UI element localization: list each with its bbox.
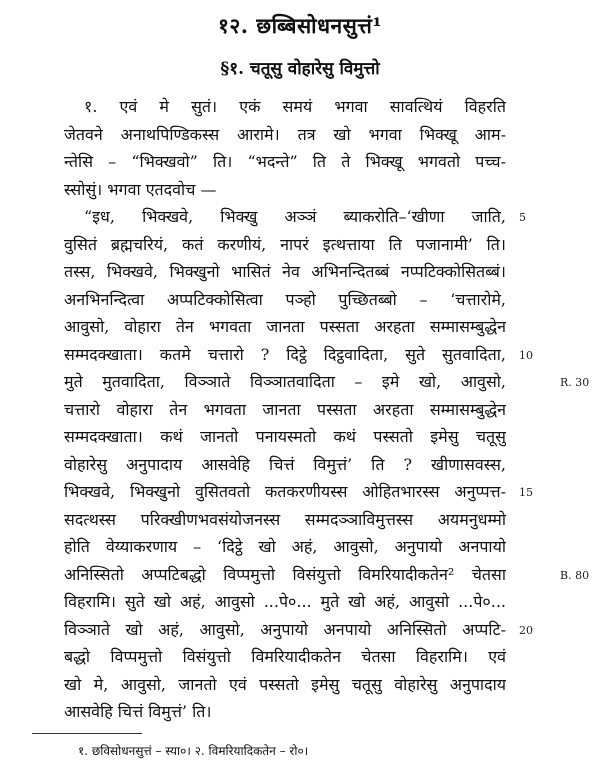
sutta-title: १२. छब्बिसोधनसुत्तं¹	[217, 13, 383, 38]
text-line: बद्धो विप्पमुत्तो विसंयुत्तो विमरियादीकतेन चेतसा विहरामि। एवं	[64, 647, 506, 666]
text-line: न्तेसि – “भिक्खवो” ति। “भदन्ते” ति ते भिक्खू भगवतो पच्च-	[64, 152, 506, 171]
section-heading: §१. चतूसु वोहारेसु विमुत्तो	[220, 59, 380, 79]
text-line: सम्मदक्खाता। कथं जानतो पनायस्मतो कथं पस्सतो इमेसु चतूसु	[64, 427, 506, 446]
text-line: स्सोसुं। भगवा एतदवोच —	[64, 179, 217, 199]
text-line: मुते मुतवादिता, विञ्ञाते विञ्ञातवादिता – इमे खो, आवुसो,	[64, 372, 506, 391]
text-line: भिक्खवे, भिक्खुनो वुसितवतो कतकरणीयस्स ओहितभारस्स अनुप्पत्त-	[64, 482, 506, 501]
footnotes: १. छविसोधनसुत्तं – स्या०। २. विमरियादिकतेन – रो०।	[78, 744, 309, 758]
text-line: वुसितं ब्रह्मचरियं, कतं करणीयं, नापरं इत्थत्ताया ति पजानामी’ ति।	[64, 234, 506, 254]
text-line: आसवेहि चित्तं विमुत्तं’ ति।	[64, 702, 212, 721]
line-number: 5	[519, 211, 526, 224]
line-number: 20	[519, 623, 533, 637]
line-number: 15	[519, 486, 533, 499]
text-line: तस्स, भिक्खवे, भिक्खुनो भासितं नेव अभिनन्दितब्बं नप्पटिक्कोसितब्बं।	[64, 262, 506, 281]
text-line: खो मे, आवुसो, जानतो एवं पस्सतो इमेसु चतूसु वोहारेसु अनुपादाय	[64, 674, 506, 694]
margin-reference: B. 80	[560, 568, 590, 582]
text-line: १. एवं मे सुतं। एकं समयं भगवा सावत्थियं विहरति	[84, 97, 506, 116]
text-line: चत्तारो वोहारा तेन भगवता जानता पस्सता अरहता सम्मासम्बुद्धेन	[64, 399, 506, 419]
margin-reference: R. 30	[560, 376, 590, 389]
text-line: “इध, भिक्खवे, भिक्खु अञ्ञं ब्याकरोति–‘खीणा जाति,	[84, 207, 506, 226]
text-line: आवुसो, वोहारा तेन भगवता जानता पस्सता अरहता सम्मासम्बुद्धेन	[64, 317, 506, 336]
footnote-rule	[32, 733, 142, 734]
text-line: जेतवने अनाथपिण्डिकस्स आरामे। तत्र खो भगवा भिक्खू आम-	[64, 124, 506, 144]
line-number: 10	[519, 348, 533, 362]
text-line: विहरामि। सुते खो अहं, आवुसो ...पे०... मुते खो अहं, आवुसो ...पे०...	[64, 592, 506, 611]
text-line: सदत्थस्स परिक्खीणभवसंयोजनस्स सम्मदञ्ञाविमुत्तस्स अयमनुधम्मो	[64, 509, 506, 529]
text-line: विञ्ञाते खो अहं, आवुसो, अनुपायो अनपायो अनिस्सितो अप्पटि-	[64, 619, 506, 639]
text-line: अनिस्सितो अप्पटिबद्धो विप्पमुत्तो विसंयुत्तो विमरियादीकतेन² चेतसा	[64, 564, 506, 584]
text-line: वोहारेसु अनुपादाय आसवेहि चित्तं विमुत्तं’ ति ? खीणासवस्स,	[64, 454, 506, 474]
text-line: सम्मदक्खाता। कतमे चत्तारो ? दिट्ठे दिट्ठवादिता, सुते सुतवादिता,	[64, 344, 506, 364]
text-line: अनभिनन्दित्वा अप्पटिक्कोसित्वा पञ्हो पुच्छितब्बो – ‘चत्तारोमे,	[64, 289, 506, 309]
text-line: होति वेय्याकरणाय – ‘दिट्ठे खो अहं, आवुसो, अनुपायो अनपायो	[64, 537, 506, 556]
